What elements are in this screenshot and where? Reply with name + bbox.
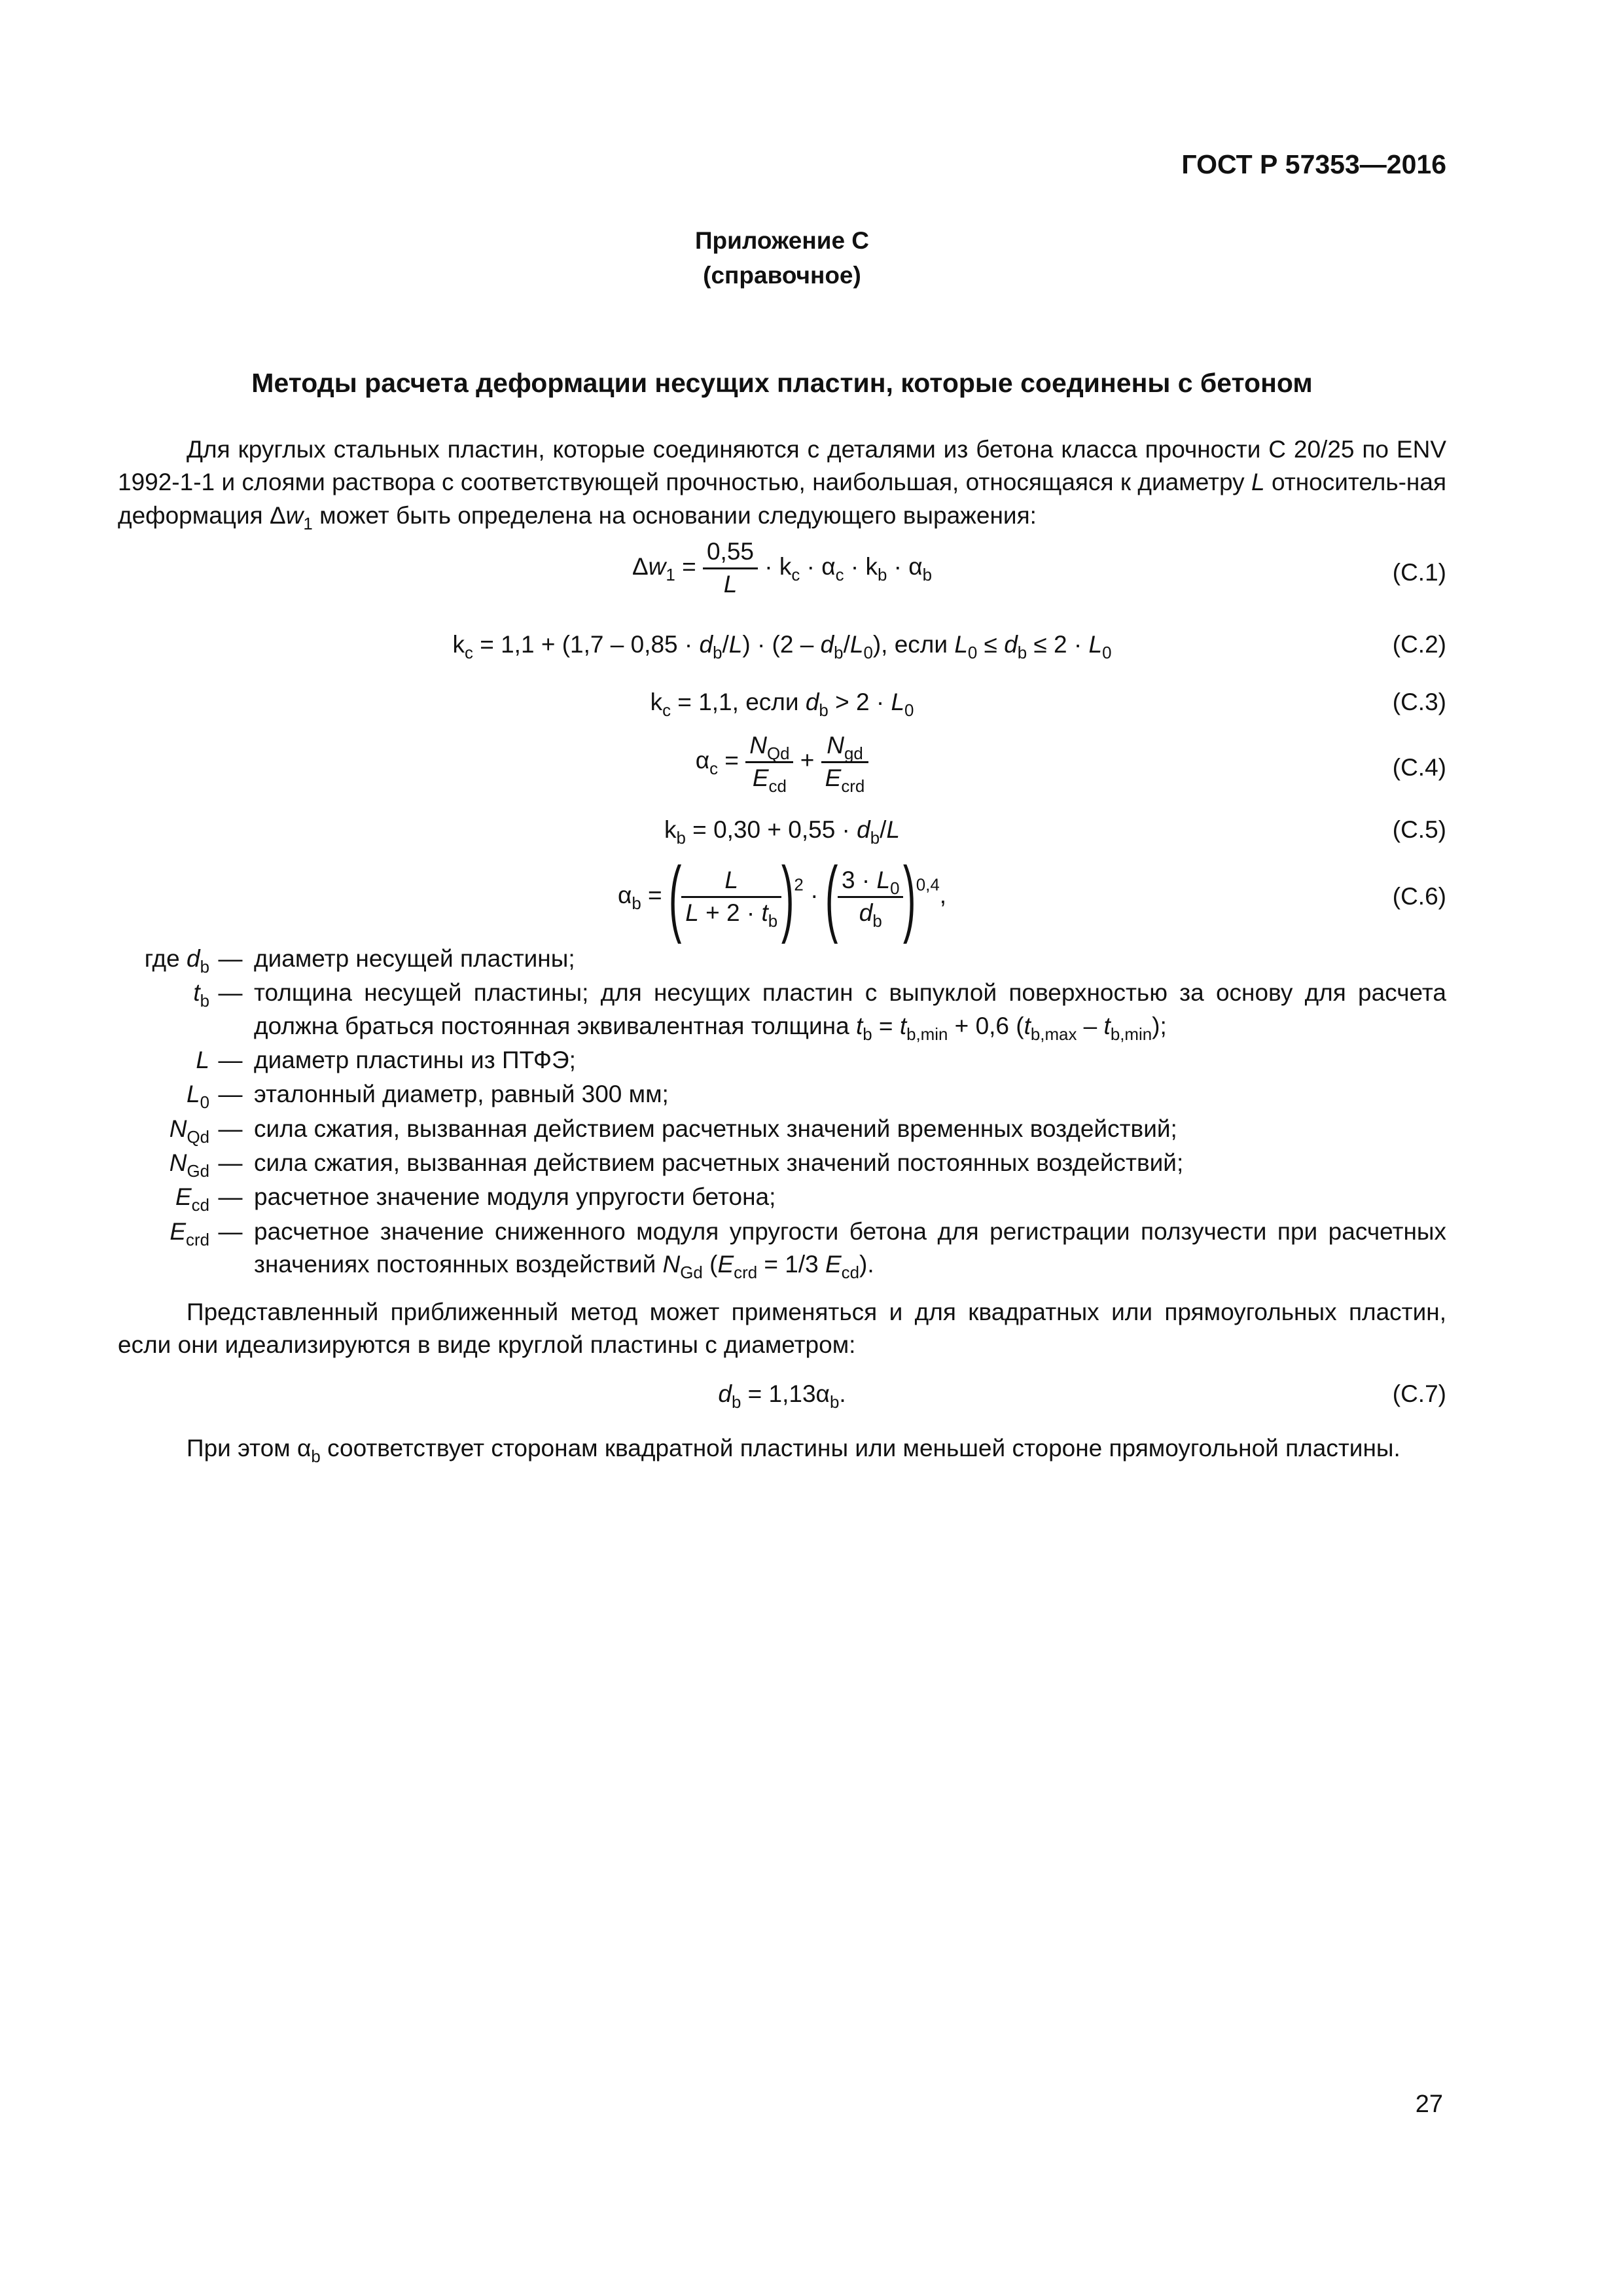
final-paragraph: При этом $\alpha_b$ соответствует сторонам квадратной пластины или меньшей стороне прямоугольной пластины.	[187, 1435, 1400, 1467]
equation-number-c3: (С.3)	[1392, 689, 1446, 715]
definition-db: где $d_b$ — диаметр несущей пластины;	[144, 945, 575, 977]
definition-ngd: $N_{Gd}$ — сила сжатия, вызванная действием расчетных значений постоянных воздействий;	[169, 1149, 1184, 1181]
equation-c5: $k_b = 0,30 + 0,55 \cdot d_b/L$ (С.5)	[118, 814, 1446, 853]
equation-c4: $\alpha_c$ = $\frac{N_{Qd}}{E_{cd}}$ + $\frac{N_{gd}}{E_{crd}}$ (С.4)	[695, 732, 1446, 796]
appendix-heading	[118, 224, 1446, 293]
appendix-label: Приложение С	[694, 227, 870, 254]
definition-l0: $L_0$ — эталонный диаметр, равный 300 мм;	[187, 1081, 669, 1113]
approx-paragraph: Представленный приближенный метод может применяться и для квадратных или прямоугольных пластин, если они идеализируются в виде круглой пластины с диаметром:	[118, 1299, 1446, 1359]
definition-l: L — диаметр пластины из ПТФЭ;	[196, 1046, 576, 1073]
definitions-list	[118, 942, 1446, 1282]
equation-number-c2: (С.2)	[1392, 631, 1446, 658]
equation-c2: $k_c = 1,1 + (1,7 - 0,85 \cdot d_b/L) \cdot (2 - d_b/L_0)$, если $L_0 \le d_b \le 2 \cdot L_0$ (С.2)	[118, 628, 1446, 668]
section-title: Методы расчета деформации несущих пластин, которые соединены с бетоном	[251, 368, 1313, 398]
equation-number-c5: (С.5)	[1392, 816, 1446, 843]
definition-tb: $t_b$ — толщина несущей пластины; для несущих пластин с выпуклой поверхностью за основу для расчета должна браться постоянная эквивалентная толщина $t_b = t_{b,min} + 0,6$ $(t_{b,max} - t_{b,min})$;	[193, 979, 1446, 1044]
equation-number-c7: (С.7)	[1392, 1380, 1446, 1407]
page-number: 27	[1415, 2090, 1443, 2118]
standard-id: ГОСТ Р 57353—2016	[1181, 149, 1446, 179]
appendix-type: (справочное)	[703, 261, 861, 289]
definition-ecd: $E_{cd}$ — расчетное значение модуля упругости бетона;	[175, 1183, 776, 1215]
equation-number-c1: (С.1)	[1392, 559, 1446, 586]
definition-ecrd: $E_{crd}$ — расчетное значение сниженного модуля упругости бетона для регистрации ползучести при расчетных значениях постоянных воздействий $N_{Gd}$ ($E_{crd} = 1/3$ $E_{cd}$).	[169, 1217, 1446, 1282]
equation-number-c4: (С.4)	[1392, 754, 1446, 781]
equation-number-c6: (С.6)	[1392, 883, 1446, 910]
intro-paragraph: Для круглых стальных пластин, которые соединяются с деталями из бетона класса прочности С 20/25 по ENV 1992-1-1 и слоями раствора с соответствующей прочностью, наибольшая, относящаяся к диаметру L относитель-ная деформация $\Delta w_1$ может быть определена на основании следующего выражения:	[118, 436, 1446, 533]
equation-c1: $\Delta w_1$ = $\frac{0,55}{L}$ · $k_c \cdot \alpha_c \cdot k_b \cdot \alpha_b$ (С.1)	[632, 538, 1446, 598]
equation-c6: $\alpha_b$ = ( $\frac{L}{L + 2 \cdot t_b}$ )$^2$ · ( $\frac{3 \cdot L_0}{d_b}$ )$^{0,4}$, (С.6)	[617, 849, 1446, 944]
equation-c7: $d_b = 1,13\alpha_b$. (С.7)	[118, 1378, 1446, 1417]
equation-c3: $k_c = 1,1$, если $d_b > 2 \cdot L_0$ (С.3)	[118, 686, 1446, 725]
definition-nqd: $N_{Qd}$ — сила сжатия, вызванная действием расчетных значений временных воздействий;	[169, 1115, 1177, 1147]
